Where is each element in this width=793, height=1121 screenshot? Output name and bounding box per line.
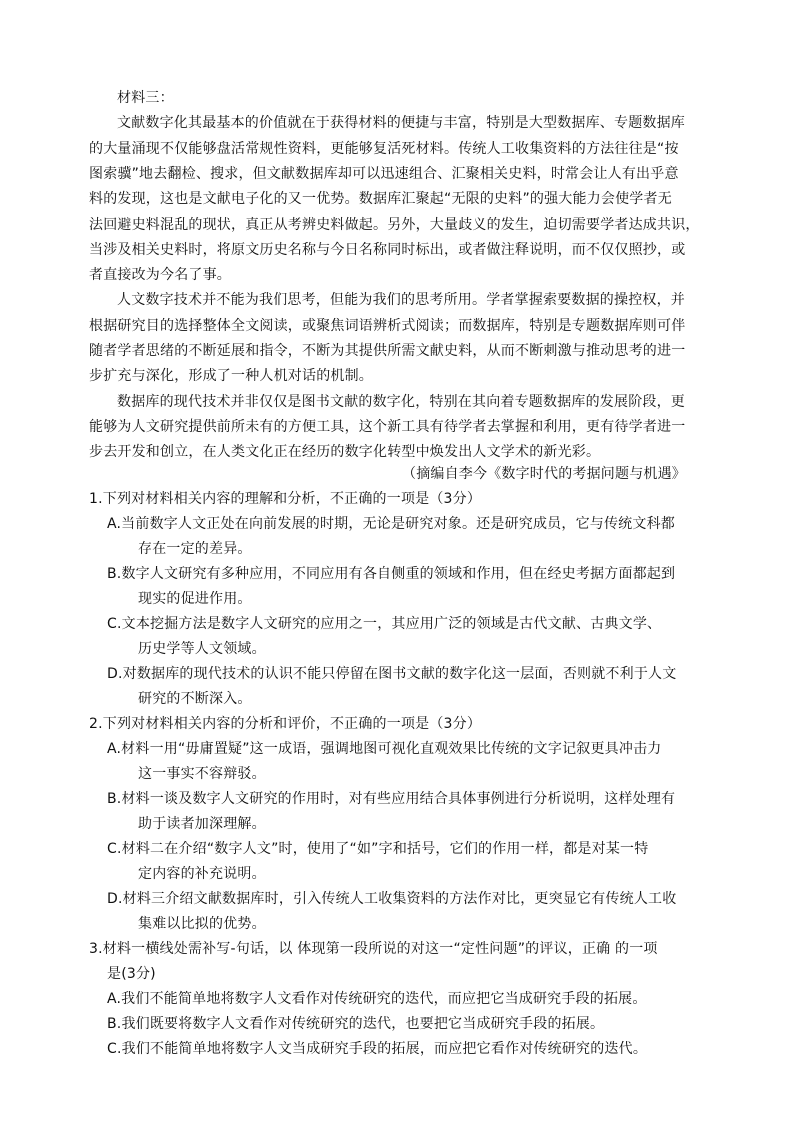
paragraph-line: 当涉及相关史料时，将原文历史名称与今日名称同时标出，或者做注释说明，而不仅仅照抄，或 — [89, 242, 686, 258]
paragraph-line: 根据研究目的选择整体全文阅读，或聚焦词语辨析式阅读；而数据库，特别是专题数据库则可伴 — [89, 318, 686, 334]
option-line: 集难以比拟的优势。 — [138, 916, 266, 932]
option-line: C.材料二在介绍“数字人文”时，使用了“如”字和括号，它们的作用一样，都是对某一特 — [107, 841, 649, 857]
paragraph-line: 的大量涌现不仅能够盘活常规性资料，更能够复活死材料。传统人工收集资料的方法往往是“按 — [89, 141, 679, 157]
question-stem: 1.下列对材料相关内容的理解和分析，不正确的一项是（3分） — [89, 491, 482, 507]
question-stem: 2.下列对材料相关内容的分析和评价，不正确的一项是（3分） — [89, 716, 482, 732]
option-line: B.材料一谈及数字人文研究的作用时，对有些应用结合具体事例进行分析说明，这样处理有 — [107, 791, 676, 807]
option-line: A.当前数字人文正处在向前发展的时期，无论是研究对象。还是研究成员，它与传统文科都 — [107, 516, 675, 532]
paragraph-line: 图索骥”地去翻检、搜求，但文献数据库却可以迅速组合、汇聚相关史料，时常会让人有出乎意 — [89, 166, 679, 182]
option-line: A.我们不能简单地将数字人文看作对传统研究的迭代，而应把它当成研究手段的拓展。 — [107, 991, 647, 1007]
paragraph-line: 能够为人文研究提供前所未有的方便工具，这个新工具有待学者去掌握和利用，更有待学者进一 — [89, 419, 686, 435]
option-line: D.材料三介绍文献数据库时，引入传统人工收集资料的方法作对比，更突显它有传统人工收 — [107, 891, 677, 907]
option-line: 历史学等人文领域。 — [138, 641, 266, 657]
paragraph-line: 文献数字化其最基本的价值就在于获得材料的便捷与丰富，特别是大型数据库、专题数据库 — [117, 115, 685, 131]
option-line: B.我们既要将数字人文看作对传统研究的迭代，也要把它当成研究手段的拓展。 — [107, 1016, 605, 1032]
question-stem-continued: 是(3分) — [107, 966, 156, 982]
question-stem: 3.材料一横线处需补写-句话，以 体现第一段所说的对这一“定性问题”的评议，正确 的一项 — [89, 941, 658, 957]
option-line: 定内容的补充说明。 — [138, 866, 266, 882]
option-line: D.对数据库的现代技术的认识不能只停留在图书文献的数字化这一层面，否则就不利于人文 — [107, 666, 677, 682]
option-line: B.数字人文研究有多种应用，不同应用有各自侧重的领域和作用，但在经史考据方面都起到 — [107, 566, 676, 582]
option-line: 这一事实不容辩驳。 — [138, 766, 266, 782]
paragraph-line: 步去开发和创立，在人类文化正在经历的数字化转型中焕发出人文学术的新光彩。 — [89, 444, 601, 460]
paragraph-line: 法回避史料混乱的现状，真正从考辨史料做起。另外，大量歧义的发生，迫切需要学者达成共识， — [89, 217, 700, 233]
option-line: 研究的不断深入。 — [138, 691, 252, 707]
option-line: A.材料一用“毋庸置疑”这一成语，强调地图可视化直观效果比传统的文字记叙更具冲击力 — [107, 741, 662, 757]
option-line: C.我们不能简单地将数字人文当成研究手段的拓展，而应把它看作对传统研究的迭代。 — [107, 1041, 648, 1057]
option-line: C.文本挖掘方法是数字人文研究的应用之一，其应用广泛的领域是古代文献、古典文学、 — [107, 616, 662, 632]
paragraph-line: 步扩充与深化，形成了一种人机对话的机制。 — [89, 368, 373, 384]
option-line: 现实的促进作用。 — [138, 591, 252, 607]
option-line: 存在一定的差异。 — [138, 541, 252, 557]
paragraph-line: 数据库的现代技术并非仅仅是图书文献的数字化，特别在其向着专题数据库的发展阶段，更 — [117, 394, 685, 410]
source-citation: （摘编自李今《数字时代的考据问题与机遇》 — [402, 466, 686, 482]
paragraph-line: 料的发现，这也是文献电子化的又一优势。数据库汇聚起“无限的史料”的强大能力会使学者无 — [89, 191, 672, 207]
paragraph-line: 随者学者思绪的不断延展和指令，不断为其提供所需文献史料，从而不断刺激与推动思考的进一 — [89, 343, 686, 359]
section-heading: 材料三： — [117, 90, 174, 106]
paragraph-line: 者直接改为今名了事。 — [89, 267, 231, 283]
paragraph-line: 人文数字技术并不能为我们思考，但能为我们的思考所用。学者掌握索要数据的操控权，并 — [117, 292, 685, 308]
option-line: 助于读者加深理解。 — [138, 816, 266, 832]
